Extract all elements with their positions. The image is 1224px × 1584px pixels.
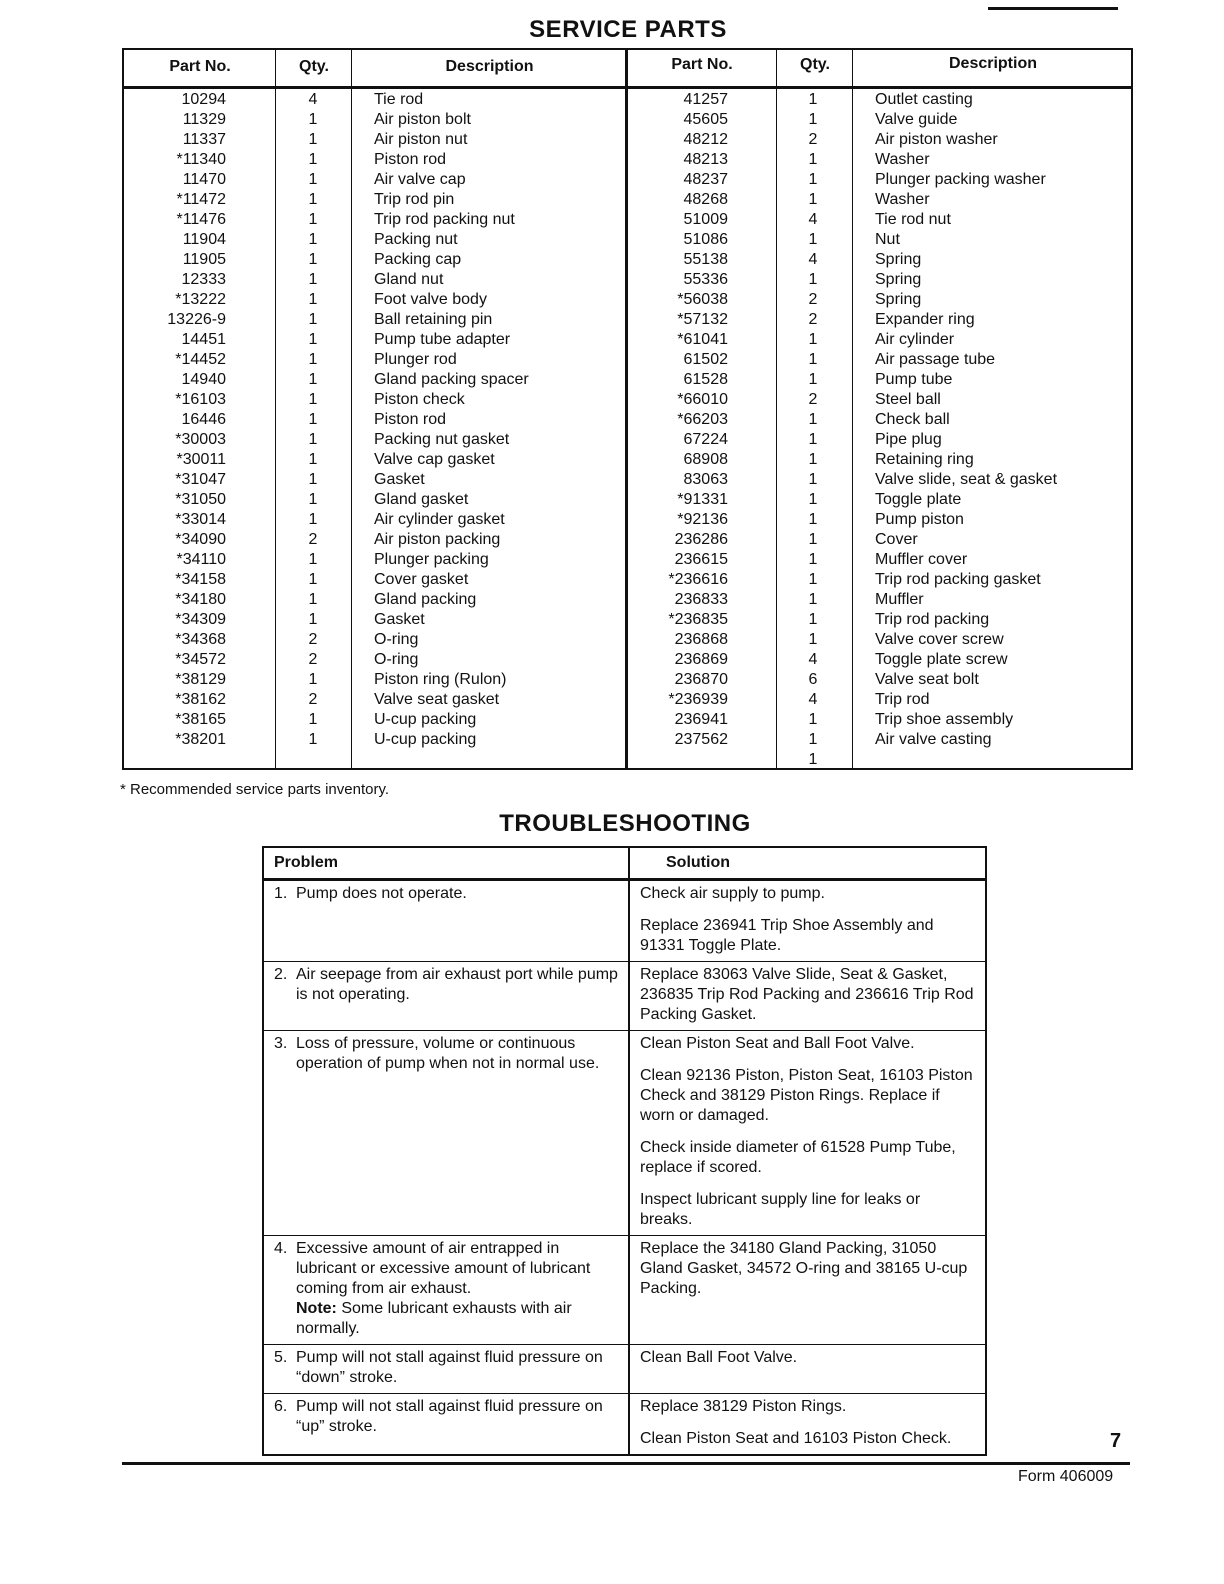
quantity: 1 [308,391,318,408]
quantity: 4 [808,251,818,268]
quantity: 2 [308,631,318,648]
description: Muffler [875,591,924,608]
description: Gland nut [374,271,444,288]
description: Air valve casting [875,731,992,748]
quantity: 4 [308,91,318,108]
part-number: 236615 [674,551,728,568]
description: Trip rod packing gasket [875,571,1041,588]
service-parts-rows [124,90,1131,770]
parts-row [124,630,1131,650]
solution-text: Clean Piston Seat and Ball Foot Valve. [640,1035,915,1052]
quantity: 1 [808,491,818,508]
header-qty-right: Qty. [800,56,830,73]
part-number: 16446 [181,411,226,428]
description: Valve seat gasket [374,691,500,708]
description: Plunger rod [374,351,457,368]
part-number: 236869 [674,651,728,668]
header-qty-left: Qty. [299,58,329,75]
problem-number: 2. [274,966,288,983]
quantity: 1 [308,571,318,588]
part-number: 48237 [683,171,728,188]
quantity: 1 [308,271,318,288]
quantity: 1 [308,671,318,688]
parts-row [124,230,1131,250]
solution-text: Replace 236941 Trip Shoe Assembly and 91331 Toggle Plate. [640,917,934,954]
description: Air valve cap [374,171,466,188]
quantity: 1 [308,491,318,508]
problem-number: 6. [274,1398,288,1415]
description: Plunger packing washer [875,171,1046,188]
footnote: * Recommended service parts inventory. [120,781,390,798]
quantity: 1 [308,111,318,128]
part-number: *11472 [176,191,226,208]
part-number: 48212 [683,131,728,148]
quantity: 1 [308,291,318,308]
part-number: *38201 [175,731,226,748]
problem-text: Excessive amount of air entrapped in lubricant or excessive amount of lubricant coming from air exhaust. [296,1240,591,1297]
parts-row [124,170,1131,190]
part-number: *14452 [175,351,226,368]
description: Cover [875,531,918,548]
solution-text: Inspect lubricant supply line for leaks or breaks. [640,1191,921,1228]
parts-row [124,370,1131,390]
description: Packing nut [374,231,458,248]
solution-text: Replace the 34180 Gland Packing, 31050 Gland Gasket, 34572 O-ring and 38165 U-cup Packing. [640,1240,968,1297]
quantity: 1 [808,231,818,248]
parts-row [124,210,1131,230]
part-number: *38129 [175,671,226,688]
part-number: 236941 [674,711,728,728]
part-number: 236833 [674,591,728,608]
description: Pump piston [875,511,964,528]
problem-text: Loss of pressure, volume or continuous operation of pump when not in normal use. [296,1035,600,1072]
solution-cell [629,962,986,1031]
quantity: 1 [308,471,318,488]
parts-row [124,390,1131,410]
problem-text: Pump does not operate. [296,885,467,902]
parts-row [124,690,1131,710]
description: O-ring [374,631,419,648]
parts-row [124,530,1131,550]
troubleshooting-row [263,1345,986,1394]
quantity: 1 [808,331,818,348]
parts-row [124,650,1131,670]
description: Gland gasket [374,491,469,508]
part-number: *91331 [677,491,728,508]
part-number: *57132 [677,311,728,328]
parts-row [124,190,1131,210]
quantity: 1 [308,451,318,468]
part-number: *56038 [677,291,728,308]
quantity: 1 [808,451,818,468]
solution-text: Check air supply to pump. [640,885,825,902]
description: Toggle plate screw [875,651,1008,668]
troubleshooting-rows [263,880,986,1456]
quantity: 1 [808,631,818,648]
parts-row [124,270,1131,290]
part-number: 11904 [182,231,226,248]
quantity: 1 [808,351,818,368]
description: Spring [875,291,922,308]
part-number: *30003 [175,431,226,448]
quantity: 1 [808,711,818,728]
description: Air piston bolt [374,111,471,128]
description: Air cylinder [875,331,955,348]
quantity: 1 [308,191,318,208]
part-number: *38165 [175,711,226,728]
problem-number: 1. [274,885,288,902]
header-description-right: Description [948,55,1037,72]
quantity: 1 [308,171,318,188]
description: Retaining ring [875,451,974,468]
quantity: 1 [808,511,818,528]
part-number: *34368 [175,631,226,648]
part-number: *66010 [677,391,728,408]
parts-row [124,730,1131,750]
troubleshooting-row [263,1236,986,1345]
description: Trip rod pin [374,191,455,208]
quantity: 1 [308,311,318,328]
description: Gland packing [374,591,477,608]
part-number: *61041 [677,331,728,348]
description: Gland packing spacer [374,371,529,388]
description: Cover gasket [374,571,469,588]
part-number: 236870 [674,671,728,688]
part-number: 45605 [683,111,728,128]
quantity: 1 [308,511,318,528]
solution-cell [629,1394,986,1456]
problem-cell [263,1236,629,1345]
troubleshooting-row [263,880,986,962]
quantity: 6 [808,671,818,688]
part-number: *236835 [668,611,728,628]
part-number: *236939 [668,691,728,708]
bottom-rule [122,1462,1130,1465]
quantity: 1 [808,91,818,108]
parts-row [124,510,1131,530]
part-number: 236286 [674,531,728,548]
part-number: *13222 [175,291,226,308]
description: Air piston packing [374,531,501,548]
part-number: *34572 [175,651,226,668]
quantity: 1 [808,571,818,588]
problem-cell [263,1031,629,1236]
part-number: *31050 [175,491,226,508]
part-number: *34158 [175,571,226,588]
description: Trip rod packing [875,611,990,628]
parts-row [124,110,1131,130]
problem-number: 4. [274,1240,288,1257]
quantity: 2 [308,531,318,548]
quantity: 1 [808,171,818,188]
note-label: Note: [296,1300,337,1317]
part-number: 11470 [182,171,226,188]
quantity: 2 [808,291,818,308]
quantity: 1 [808,731,818,748]
description: Spring [875,271,922,288]
quantity: 1 [308,411,318,428]
part-number: 51009 [683,211,728,228]
top-rule [988,7,1118,10]
parts-row [124,90,1131,110]
quantity: 1 [808,611,818,628]
quantity: 2 [308,651,318,668]
description: Trip rod [875,691,930,708]
description: Gasket [374,611,425,628]
quantity: 1 [308,431,318,448]
parts-row [124,490,1131,510]
quantity: 1 [308,611,318,628]
quantity: 1 [808,591,818,608]
parts-row [124,310,1131,330]
part-number: 61502 [683,351,728,368]
description: Pipe plug [875,431,942,448]
parts-row [124,470,1131,490]
quantity: 1 [808,371,818,388]
parts-row [124,410,1131,430]
part-number: 48268 [683,191,728,208]
solution-text: Clean Piston Seat and 16103 Piston Check. [640,1430,952,1447]
description: Piston rod [374,151,447,168]
quantity: 1 [308,591,318,608]
quantity: 2 [808,391,818,408]
description: Piston ring (Rulon) [374,671,507,688]
description: Nut [875,231,900,248]
part-number: *11476 [176,211,226,228]
description: Expander ring [875,311,975,328]
problem-cell [263,1345,629,1394]
description: Gasket [374,471,425,488]
description: Air cylinder gasket [374,511,505,528]
part-number: 11337 [182,131,226,148]
quantity: 1 [308,231,318,248]
part-number: *30011 [176,451,226,468]
part-number: *34110 [176,551,226,568]
part-number: 236868 [674,631,728,648]
solution-text: Clean Ball Foot Valve. [640,1349,798,1366]
quantity: 1 [308,211,318,228]
part-number: *11340 [176,151,226,168]
part-number: 55336 [683,271,728,288]
part-number: *34090 [175,531,226,548]
description: Muffler cover [875,551,968,568]
description: Plunger packing [374,551,489,568]
parts-row [124,610,1131,630]
quantity: 1 [808,111,818,128]
solution-cell [629,880,986,962]
parts-row [124,670,1131,690]
quantity: 1 [308,131,318,148]
page-number: 7 [1110,1430,1122,1452]
quantity: 1 [808,551,818,568]
part-number: 14451 [181,331,226,348]
description: Air passage tube [875,351,996,368]
part-number: 51086 [683,231,728,248]
part-number: *33014 [175,511,226,528]
description: Trip rod packing nut [374,211,515,228]
quantity: 1 [808,151,818,168]
description: Valve cap gasket [374,451,495,468]
description: Air piston washer [875,131,998,148]
parts-row [124,750,1131,770]
part-number: *16103 [175,391,226,408]
problem-number: 5. [274,1349,288,1366]
solution-cell [629,1031,986,1236]
quantity: 1 [308,151,318,168]
parts-row [124,130,1131,150]
part-number: *66203 [677,411,728,428]
part-number: 13226-9 [167,311,226,328]
part-number: 68908 [683,451,728,468]
quantity: 1 [808,271,818,288]
part-number: 55138 [683,251,728,268]
description: Pump tube [875,371,953,388]
part-number: 11905 [182,251,226,268]
parts-row [124,450,1131,470]
description: Valve seat bolt [875,671,979,688]
part-number: *34309 [175,611,226,628]
part-number: *34180 [175,591,226,608]
quantity: 1 [308,251,318,268]
description: Outlet casting [875,91,973,108]
description: Toggle plate [875,491,962,508]
description: Spring [875,251,922,268]
troubleshooting-row [263,1394,986,1456]
description: Tie rod nut [875,211,951,228]
parts-row [124,330,1131,350]
service-parts-title: SERVICE PARTS [529,16,727,43]
problem-text: Pump will not stall against fluid pressure on “down” stroke. [296,1349,603,1386]
quantity: 1 [308,551,318,568]
problem-cell [263,880,629,962]
description: Valve guide [875,111,958,128]
description: U-cup packing [374,711,477,728]
quantity: 1 [308,731,318,748]
parts-row [124,350,1131,370]
quantity: 1 [808,531,818,548]
problem-text: Air seepage from air exhaust port while pump is not operating. [296,966,618,1003]
quantity: 1 [808,431,818,448]
quantity: 1 [808,471,818,488]
description: Piston rod [374,411,447,428]
quantity: 1 [308,331,318,348]
header-solution: Solution [629,847,986,880]
description: Foot valve body [374,291,487,308]
description: Air piston nut [374,131,468,148]
quantity: 1 [808,751,818,768]
part-number: 67224 [683,431,728,448]
part-number: 12333 [181,271,226,288]
description: Valve slide, seat & gasket [875,471,1058,488]
description: Pump tube adapter [374,331,511,348]
quantity: 1 [808,411,818,428]
solution-cell [629,1236,986,1345]
description: U-cup packing [374,731,477,748]
part-number: *236616 [668,571,728,588]
part-number: 48213 [683,151,728,168]
description: Tie rod [374,91,424,108]
quantity: 2 [808,131,818,148]
quantity: 1 [308,351,318,368]
solution-text: Replace 38129 Piston Rings. [640,1398,847,1415]
header-part-no-right: Part No. [671,56,733,73]
part-number: *31047 [175,471,226,488]
description: Washer [875,151,930,168]
parts-row [124,430,1131,450]
quantity: 4 [808,211,818,228]
description: Packing nut gasket [374,431,510,448]
part-number: 83063 [683,471,728,488]
quantity: 2 [308,691,318,708]
quantity: 1 [808,191,818,208]
problem-cell [263,1394,629,1456]
part-number: 10294 [181,91,226,108]
form-number: Form 406009 [1018,1468,1114,1485]
part-number: *38162 [175,691,226,708]
part-number: 14940 [181,371,226,388]
description: Packing cap [374,251,462,268]
troubleshooting-title: TROUBLESHOOTING [499,810,751,837]
solution-text: Replace 83063 Valve Slide, Seat & Gasket, 236835 Trip Rod Packing and 236616 Trip Rod Packing Gasket. [640,966,974,1023]
service-parts-table [122,48,1133,770]
quantity: 4 [808,691,818,708]
parts-row [124,250,1131,270]
header-problem: Problem [263,847,629,880]
solution-text: Check inside diameter of 61528 Pump Tube, replace if scored. [640,1139,956,1176]
part-number: 237562 [674,731,728,748]
parts-row [124,570,1131,590]
quantity: 1 [308,711,318,728]
parts-row [124,550,1131,570]
parts-row [124,590,1131,610]
parts-row [124,710,1131,730]
parts-row [124,150,1131,170]
description: Valve cover screw [875,631,1004,648]
problem-text: Pump will not stall against fluid pressure on “up” stroke. [296,1398,603,1435]
header-description-left: Description [445,58,534,75]
problem-cell [263,962,629,1031]
troubleshooting-row [263,962,986,1031]
problem-number: 3. [274,1035,288,1052]
header-part-no-left: Part No. [169,58,231,75]
solution-cell [629,1345,986,1394]
part-number: 41257 [683,91,728,108]
troubleshooting-table [262,846,987,1456]
quantity: 4 [808,651,818,668]
part-number: *92136 [677,511,728,528]
description: Steel ball [875,391,941,408]
note-text: Some lubricant exhausts with air normally. [296,1300,572,1337]
description: Check ball [875,411,950,428]
part-number: 11329 [182,111,226,128]
part-number: 61528 [683,371,728,388]
description: Washer [875,191,930,208]
parts-row [124,290,1131,310]
description: Trip shoe assembly [875,711,1014,728]
solution-text: Clean 92136 Piston, Piston Seat, 16103 Piston Check and 38129 Piston Rings. Replace if worn or damaged. [640,1067,973,1124]
description: Ball retaining pin [374,311,493,328]
troubleshooting-row [263,1031,986,1236]
description: O-ring [374,651,419,668]
description: Piston check [374,391,465,408]
quantity: 2 [808,311,818,328]
quantity: 1 [308,371,318,388]
